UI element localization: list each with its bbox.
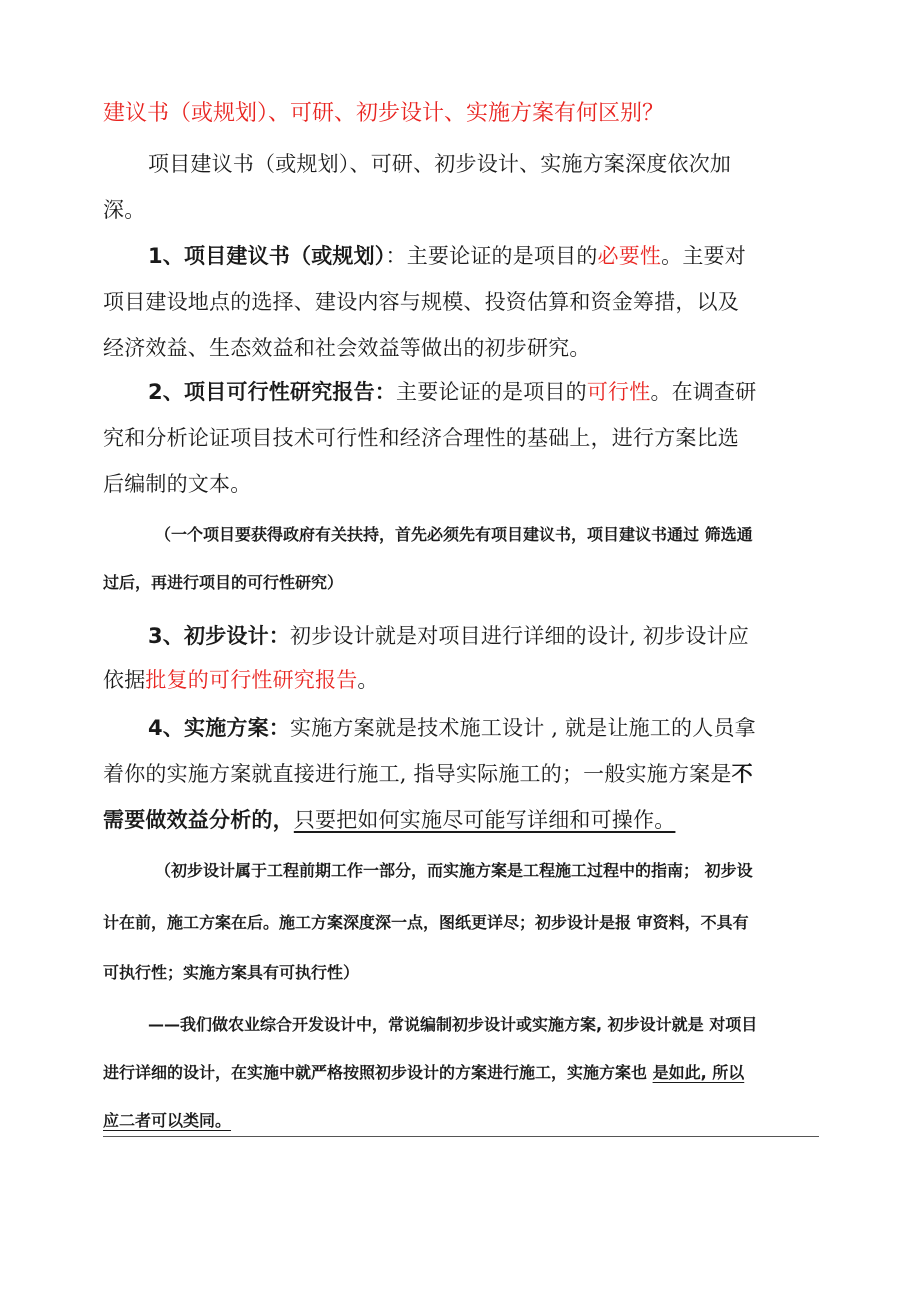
note-2-line-3: 可执行性；实施方案具有可执行性） (103, 963, 360, 982)
section-3-line-2: 依据批复的可行性研究报告。 (103, 668, 379, 692)
section-1-line-3: 经济效益、生态效益和社会效益等做出的初步研究。 (103, 336, 591, 360)
key-term-necessity: 必要性 (597, 244, 662, 268)
intro-line-1: 项目建议书（或规划）、可研、初步设计、实施方案深度依次加 (148, 152, 732, 176)
note-3-line-1: ——我们做农业综合开发设计中，常说编制初步设计或实施方案, 初步设计就是 对项目 (148, 1015, 758, 1034)
section-1-line-2: 项目建设地点的选择、建设内容与规模、投资估算和资金筹措，以及 (103, 290, 739, 314)
section-4-line-2: 着你的实施方案就直接进行施工, 指导实际施工的；一般实施方案是不 (103, 762, 753, 786)
document-title: 建议书（或规划）、可研、初步设计、实施方案有何区别？ (103, 101, 665, 126)
note-2-line-1: （初步设计属于工程前期工作一部分，而实施方案是工程施工过程中的指南； 初步设 (155, 861, 753, 880)
section-3-line-1: 3、初步设计：初步设计就是对项目进行详细的设计, 初步设计应 (148, 624, 749, 648)
note-2-line-2: 计在前，施工方案在后。施工方案深度深一点，图纸更详尽；初步设计是报 审资料，不具有 (103, 913, 749, 932)
section-4-line-1: 4、实施方案：实施方案就是技术施工设计 , 就是让施工的人员拿 (148, 716, 756, 740)
underlined-phrase: 只要把如何实施尽可能写详细和可操作。 (293, 808, 676, 832)
note-1-line-1: （一个项目要获得政府有关扶持，首先必须先有项目建议书，项目建议书通过 筛选通 (155, 525, 753, 544)
section-3-heading: 3、初步设计： (148, 624, 291, 648)
section-1-line-1: 1、项目建议书（或规划）：主要论证的是项目的必要性。主要对 (148, 244, 746, 268)
intro-line-2: 深。 (103, 198, 146, 222)
key-term-feasibility: 可行性 (586, 380, 651, 404)
note-1-line-2: 过后，再进行项目的可行性研究） (103, 573, 344, 592)
bottom-divider (103, 1136, 819, 1137)
section-4-line-3: 需要做效益分析的，只要把如何实施尽可能写详细和可操作。 (103, 808, 676, 832)
section-1-heading: 1、项目建议书（或规划） (148, 244, 386, 268)
section-4-heading: 4、实施方案： (148, 716, 291, 740)
section-2-line-2: 究和分析论证项目技术可行性和经济合理性的基础上，进行方案比选 (103, 426, 739, 450)
section-2-line-1: 2、项目可行性研究报告：主要论证的是项目的可行性。在调查研 (148, 380, 757, 404)
note-3-line-3: 应二者可以类同。 (103, 1111, 232, 1130)
section-2-heading: 2、项目可行性研究报告： (148, 380, 397, 404)
section-2-line-3: 后编制的文本。 (103, 472, 252, 496)
key-term-approved-report: 批复的可行性研究报告 (145, 668, 358, 692)
note-3-line-2: 进行详细的设计，在实施中就严格按照初步设计的方案进行施工，实施方案也 是如此, 所以 (103, 1063, 745, 1082)
